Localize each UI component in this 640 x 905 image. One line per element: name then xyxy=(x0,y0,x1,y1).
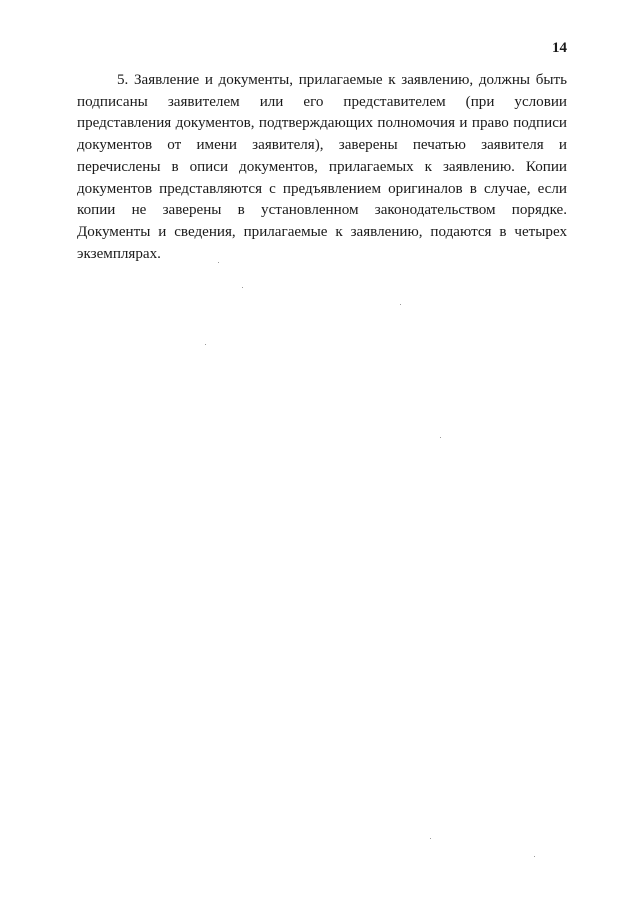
scan-speck xyxy=(205,344,206,345)
scan-speck xyxy=(430,838,431,839)
scan-speck xyxy=(218,262,219,263)
page-number: 14 xyxy=(552,40,567,56)
paragraph-5: 5. Заявление и документы, прилагаемые к заявлению, должны быть подписаны заявителем или его представителем (при условии представления документов, подтверждающих полномочия и право подписи документов от имени заявителя), заверены печатью заявителя и перечислены в описи документов, прилагаемых к заявлению. Копии документов представляются с предъявлением оригиналов в случае, если копии не заверены в установленном законодательством порядке. Документы и сведения, прилагаемые к заявлению, подаются в четырех экземплярах. xyxy=(77,72,567,262)
scan-speck xyxy=(242,287,243,288)
scan-speck xyxy=(440,437,441,438)
scan-speck xyxy=(400,304,401,305)
scan-speck xyxy=(534,856,535,857)
